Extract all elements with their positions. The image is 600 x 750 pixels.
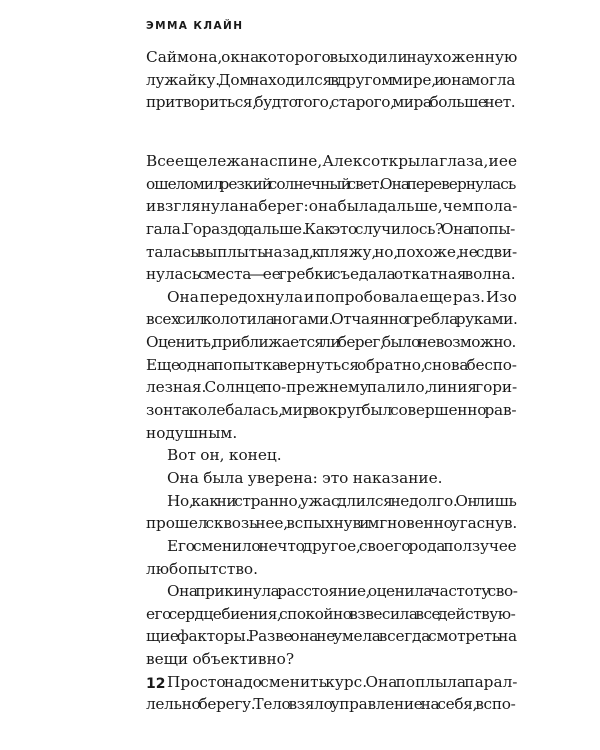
text-line: гала. Гораздо дальше. Как это случилось? Она попы- [146, 219, 515, 238]
text-body [146, 150, 517, 716]
text-line: и взглянула на берег: она была дальше, чем пола- [146, 197, 518, 216]
text-line: нодушным. [146, 423, 238, 442]
text-line: лезная. Солнце по-прежнему палило, линия гори- [146, 378, 518, 397]
text-line: лельно берегу. Тело взяло управление на себя, вспо- [146, 695, 516, 714]
text-line: всех сил колотила ногами. Отчаянно гребла руками. [146, 310, 518, 329]
text-line: талась выплыть назад, к пляжу, но, похоже, не сдви- [146, 242, 518, 261]
text-line: Оценить, приближается ли берег, было невозможно. [146, 333, 516, 352]
text-line: Но, как ни странно, ужас длился недолго. Он лишь [167, 491, 517, 510]
text-line: лужайку. Дом находился в другом мире, и она могла [146, 70, 516, 89]
text-line: щие факторы. Разве она не умела всегда смотреть на [146, 627, 517, 646]
text-line: Его сменило нечто другое, своего рода ползучее [167, 536, 517, 555]
text-line: Еще одна попытка вернуться обратно, снова беспо- [146, 355, 517, 374]
text-line: Она была уверена: это наказание. [167, 468, 443, 487]
text-line: вещи объективно? [146, 650, 295, 669]
text-line: ошеломил резкий солнечный свет. Она перевернулась [146, 174, 516, 193]
text-line: нулась с места — ее гребки съедала откатная волна. [146, 265, 516, 284]
text-line: Просто надо сменить курс. Она поплыла парал- [167, 672, 518, 691]
text-line: Саймона, окна которого выходили на ухоженную [146, 48, 518, 66]
text-line: прошел сквозь нее, вспыхнув и мгновенно угаснув. [146, 514, 518, 533]
text-line: его сердцебиения, спокойно взвесила все действую- [146, 604, 516, 623]
text-line: любопытство. [146, 559, 259, 578]
text-line: Она передохнула и попробовала еще раз. Изо [167, 287, 517, 306]
page-number: 12 [146, 676, 166, 692]
text-line: Она прикинула расстояние, оценила частоту сво- [167, 582, 518, 601]
running-header-author: ЭММА КЛАЙН [146, 20, 244, 32]
text-line: притвориться, будто того, старого, мира больше нет. [146, 93, 516, 112]
text-line: Вот он, конец. [167, 446, 282, 465]
text-continuation [146, 46, 517, 114]
text-line: зонта колебалась, мир вокруг был совершенно рав- [146, 401, 517, 420]
text-line: Все еще лежа на спине, Алекс открыла глаза, и ее [146, 152, 517, 170]
